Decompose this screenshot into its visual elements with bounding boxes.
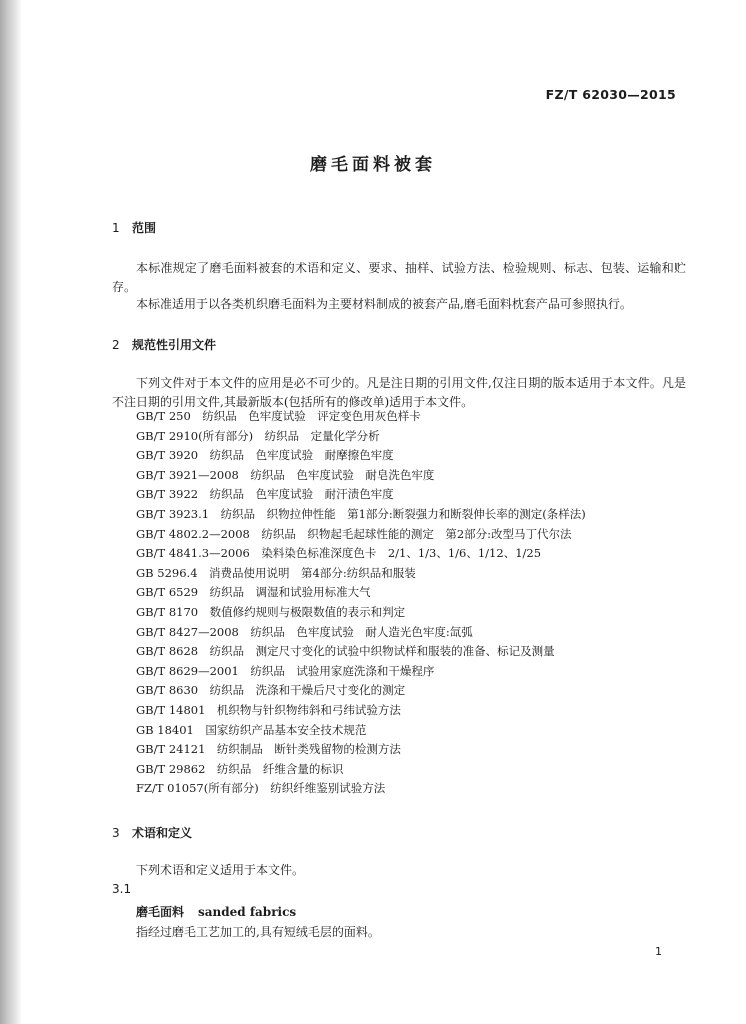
section-title: 术语和定义 xyxy=(132,826,193,840)
reference-item: GB/T 8427—2008 纺织品 色牢度试验 耐人造光色牢度:氙弧 xyxy=(136,624,473,639)
reference-list xyxy=(136,407,586,799)
reference-item: GB/T 6529 纺织品 调湿和试验用标准大气 xyxy=(136,585,371,600)
page-number: 1 xyxy=(655,945,662,958)
term-english: sanded fabrics xyxy=(198,905,297,919)
section-title: 范围 xyxy=(132,221,157,235)
section-number: 1 xyxy=(112,221,120,235)
section-2-heading xyxy=(112,336,216,353)
reference-item: GB 5296.4 消费品使用说明 第4部分:纺织品和服装 xyxy=(136,565,416,580)
reference-item: GB/T 8628 纺织品 测定尺寸变化的试验中织物试样和服装的准备、标记及测量 xyxy=(136,644,555,659)
reference-item: GB/T 8170 数值修约规则与极限数值的表示和判定 xyxy=(136,604,406,619)
reference-item: GB/T 24121 纺织制品 断针类残留物的检测方法 xyxy=(136,742,401,757)
scope-paragraph-2: 本标准适用于以各类机织磨毛面料为主要材料制成的被套产品,磨毛面料枕套产品可参照执行。 xyxy=(136,297,632,311)
page-title: 磨毛面料被套 xyxy=(310,155,436,175)
reference-item: GB/T 3923.1 纺织品 织物拉伸性能 第1部分:断裂强力和断裂伸长率的测定(条样法) xyxy=(136,506,586,521)
term-number: 3.1 xyxy=(112,882,132,896)
reference-item: GB/T 8629—2001 纺织品 试验用家庭洗涤和干燥程序 xyxy=(136,663,435,678)
normative-intro: 下列文件对于本文件的应用是必不可少的。凡是注日期的引用文件,仅注日期的版本适用于本文件。凡是不注日期的引用文件,其最新版本(包括所有的修改单)适用于本文件。 xyxy=(112,376,686,409)
section-number: 3 xyxy=(112,826,120,840)
section-3-heading xyxy=(112,824,192,841)
document-code: FZ/T 62030—2015 xyxy=(545,87,676,102)
scope-paragraph-1: 本标准规定了磨毛面料被套的术语和定义、要求、抽样、试验方法、检验规则、标志、包装、运输和贮存。 xyxy=(112,261,686,294)
reference-item: GB/T 8630 纺织品 洗涤和干燥后尺寸变化的测定 xyxy=(136,683,406,698)
reference-item: GB/T 250 纺织品 色牢度试验 评定变色用灰色样卡 xyxy=(136,409,421,423)
reference-item: GB/T 3920 纺织品 色牢度试验 耐摩擦色牢度 xyxy=(136,448,394,463)
section-number: 2 xyxy=(112,338,120,352)
section-title: 规范性引用文件 xyxy=(132,338,217,352)
reference-item: FZ/T 01057(所有部分) 纺织纤维鉴别试验方法 xyxy=(136,781,386,796)
reference-item: GB/T 2910(所有部分) 纺织品 定量化学分析 xyxy=(136,428,380,443)
reference-item: GB 18401 国家纺织产品基本安全技术规范 xyxy=(136,722,367,737)
reference-item: GB/T 14801 机织物与针织物纬斜和弓纬试验方法 xyxy=(136,702,401,717)
reference-item: GB/T 3922 纺织品 色牢度试验 耐汗渍色牢度 xyxy=(136,487,394,502)
section-1-heading xyxy=(112,219,156,236)
terms-intro: 下列术语和定义适用于本文件。 xyxy=(136,863,305,877)
term-heading xyxy=(136,903,296,920)
reference-item: GB/T 29862 纺织品 纤维含量的标识 xyxy=(136,761,344,776)
reference-item: GB/T 3921—2008 纺织品 色牢度试验 耐皂洗色牢度 xyxy=(136,467,435,482)
reference-item: GB/T 4841.3—2006 染料染色标准深度色卡 2/1、1/3、1/6、1/12、1/25 xyxy=(136,546,542,561)
term-chinese: 磨毛面料 xyxy=(136,905,185,919)
reference-item: GB/T 4802.2—2008 纺织品 织物起毛起球性能的测定 第2部分:改型马丁代尔法 xyxy=(136,526,572,541)
term-definition: 指经过磨毛工艺加工的,具有短绒毛层的面料。 xyxy=(136,925,380,939)
